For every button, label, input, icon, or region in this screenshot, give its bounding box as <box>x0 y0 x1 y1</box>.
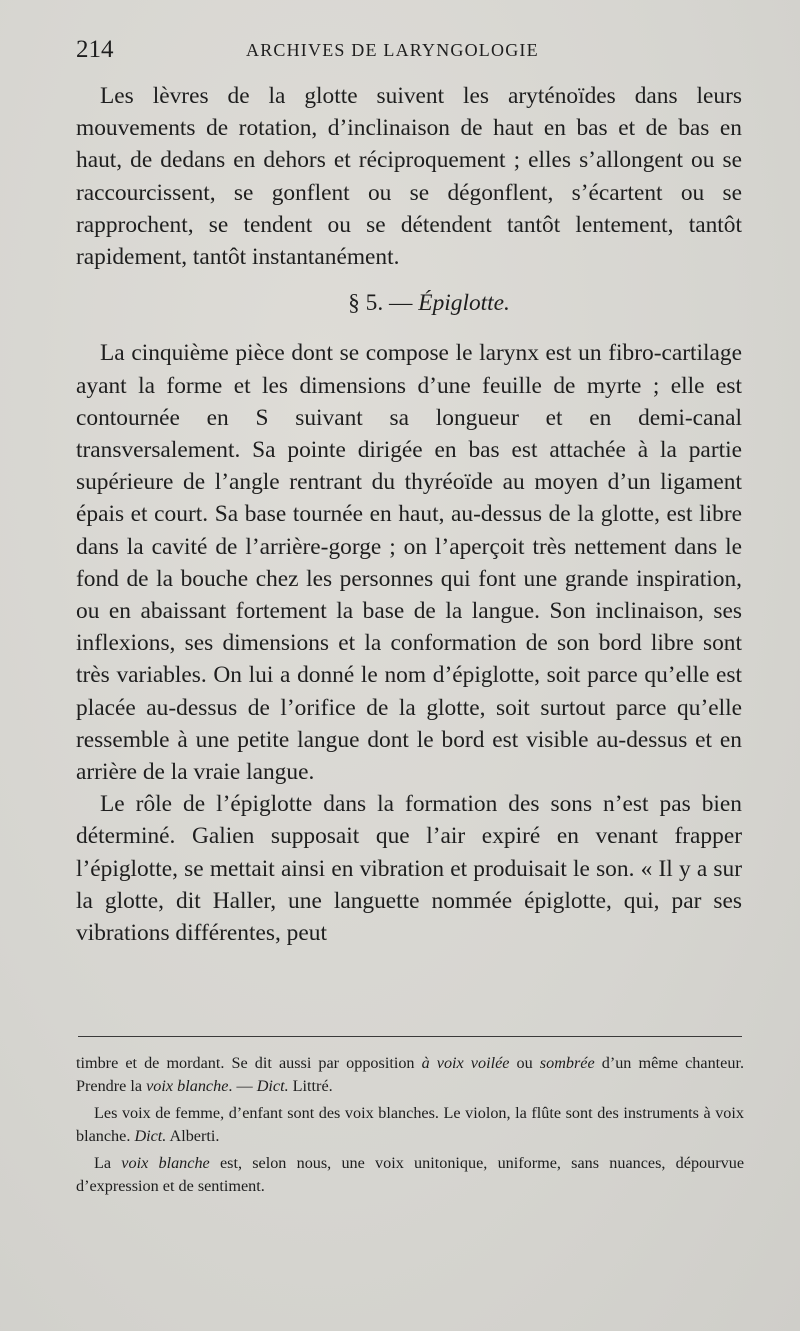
footnote-text: est, selon nous, une voix unitonique, uniforme, sans nuances, dépourvue d’expression et de sentiment. <box>76 1154 745 1195</box>
paragraph-glottis-lips: Les lèvres de la glotte suivent les aryténoïdes dans leurs mouvements de rotation, d’inclinaison de haut en bas et de bas en haut, de dedans en dehors et réciproquement ; elles s’allongent ou se raccourcissent, se gonflent ou se dégonflent, s’écartent ou se rapprochent, se tendent ou se détendent tantôt lentement, tantôt rapidement, tantôt instantanément. <box>76 83 742 271</box>
footnote-rule <box>78 1036 742 1037</box>
section-heading <box>76 287 742 319</box>
footnote-italic: à voix voilée <box>421 1054 510 1072</box>
footnote-text: . — <box>228 1077 257 1095</box>
footnotes <box>76 1052 744 1202</box>
footnote-voix-blanche-definition <box>76 1052 744 1098</box>
footnote-italic: sombrée <box>539 1054 595 1072</box>
footnote-text: timbre et de mordant. Se dit aussi par opposition <box>76 1054 422 1072</box>
footnote-text: d’un même chanteur. Prendre la <box>76 1054 744 1095</box>
footnote-italic: voix blanche <box>121 1154 210 1172</box>
section-number: § 5. — <box>348 290 413 317</box>
body-text <box>76 80 742 949</box>
footnote-text: Les voix de femme, d’enfant sont des voix blanches. Le violon, la flûte sont des instruments à voix blanche. <box>76 1104 744 1145</box>
footnote-voix-blanche-opinion <box>76 1152 744 1198</box>
running-head <box>76 36 746 66</box>
footnote-text: Alberti. <box>166 1127 220 1145</box>
footnote-citation: Dict. <box>134 1127 167 1145</box>
footnote-text: Littré. <box>288 1077 333 1095</box>
footnote-citation: Dict. <box>256 1077 289 1095</box>
footnote-italic: voix blanche <box>146 1077 229 1095</box>
paragraph-epiglottis-role: Le rôle de l’épiglotte dans la formation des sons n’est pas bien déterminé. Galien supposait que l’air expiré en venant frapper l’épiglotte, se mettait ainsi en vibration et produisait le son. « Il y a sur la glotte, dit Haller, une languette nommée épiglotte, qui, par ses vibrations différentes, peut <box>76 791 742 947</box>
paragraph-epiglottis-description: La cinquième pièce dont se compose le larynx est un fibro-cartilage ayant la forme et les dimensions d’une feuille de myrte ; elle est contournée en S suivant sa longueur et en demi-canal transversalement. Sa pointe dirigée en bas est attachée à la partie supérieure de l’angle rentrant du thyréoïde au moyen d’un ligament épais et court. Sa base tournée en haut, au-dessus de la glotte, est libre dans la cavité de l’arrière-gorge ; on l’aperçoit très nettement dans le fond de la bouche chez les personnes qui font une grande inspiration, ou en abaissant fortement la base de la langue. Son inclinaison, ses inflexions, ses dimensions et la conformation de son bord libre sont très variables. On lui a donné le nom d’épiglotte, soit parce qu’elle est placée au-dessus de l’orifice de la glotte, soit surtout parce qu’elle ressemble à une petite langue dont le bord est visible au-dessus et en arrière de la vraie langue. <box>76 340 742 786</box>
footnote-voix-blanche-examples <box>76 1102 744 1148</box>
journal-title: ARCHIVES DE LARYNGOLOGIE <box>246 40 539 60</box>
footnote-text: ou <box>509 1054 540 1072</box>
page-number: 214 <box>76 36 114 63</box>
section-title: Épiglotte. <box>418 290 510 317</box>
footnote-text: La <box>94 1154 122 1172</box>
